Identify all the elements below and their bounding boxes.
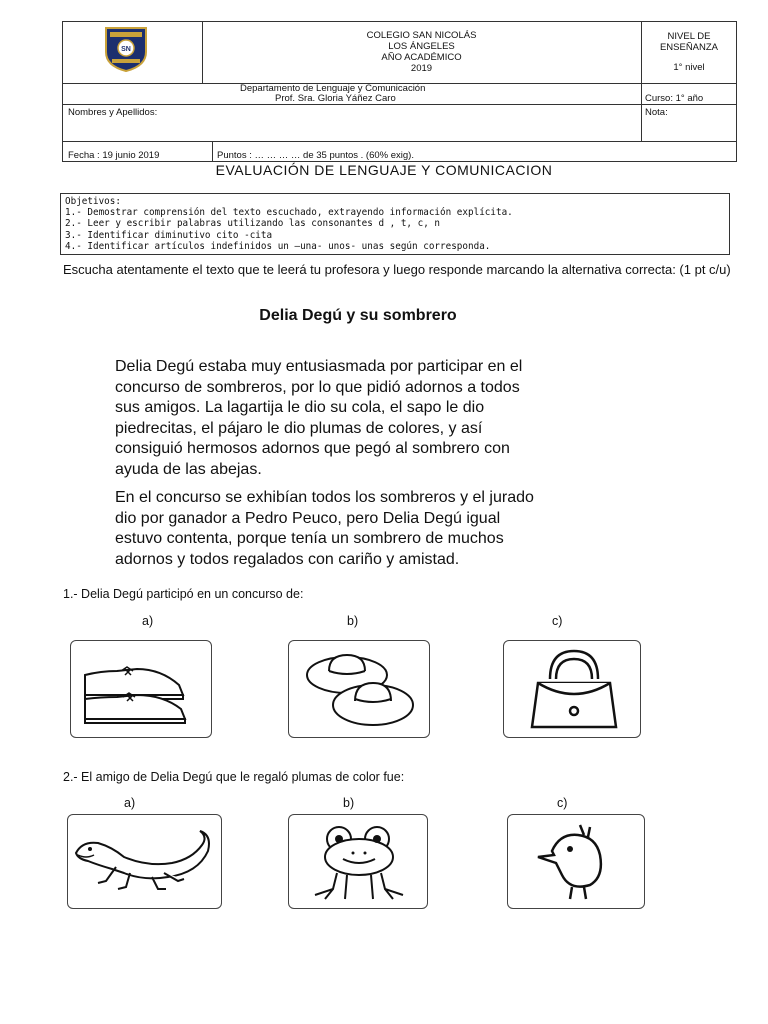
objective-item: 2.- Leer y escribir palabras utilizando las consonantes d , t, c, n <box>65 218 441 230</box>
q2-option-a[interactable] <box>67 814 222 909</box>
story-paragraph <box>115 488 615 570</box>
objective-item: 4.- Identificar artículos indefinidos un –una- unos- unas según corresponda. <box>65 240 491 252</box>
level-info <box>641 31 737 73</box>
story-line: Delia Degú estaba muy entusiasmada por participar en el <box>115 358 523 375</box>
objective-item: 3.- Identificar diminutivo cito -cita <box>65 229 273 241</box>
school-line: LOS ÁNGELES <box>388 41 455 52</box>
level-label: ENSEÑANZA <box>659 42 719 53</box>
q2-option-c-label: c) <box>557 796 568 810</box>
objective-item: 1.- Demostrar comprensión del texto escuchado, extrayendo información explícita. <box>65 207 513 219</box>
story-line: ayuda de las abejas. <box>115 460 262 478</box>
story-title: Delia Degú y su sombrero <box>259 307 457 324</box>
q1-option-a[interactable] <box>70 640 212 738</box>
story-line: adornos y todos regalados con cariño y amistad. <box>115 550 460 568</box>
shoes-icon <box>71 641 213 739</box>
grade-field-label: Nota: <box>645 107 668 118</box>
header-divider <box>212 141 213 162</box>
q1-option-a-label: a) <box>142 614 154 628</box>
story-line: consiguió hermosos adornos que pegó al sombrero con <box>115 440 510 457</box>
level-value: 1° nivel <box>673 62 705 73</box>
lizard-icon <box>68 815 223 910</box>
header-divider <box>62 104 737 105</box>
header-divider <box>62 141 737 142</box>
story-line: En el concurso se exhibían todos los sombreros y el jurado <box>115 489 534 506</box>
story-line: sus amigos. La lagartija le dio su cola, el sapo le dio <box>115 399 485 416</box>
q1-option-b[interactable] <box>288 640 430 738</box>
objectives-box <box>60 193 730 255</box>
names-field-label: Nombres y Apellidos: <box>68 107 158 118</box>
handbag-icon <box>504 641 642 739</box>
story-line: piedrecitas, el pájaro le dio plumas de colores, y así <box>115 419 483 437</box>
q2-option-b[interactable] <box>288 814 428 909</box>
q2-option-b-label: b) <box>343 796 355 810</box>
school-line: 2019 <box>410 63 433 74</box>
q2-option-c[interactable] <box>507 814 645 909</box>
frog-icon <box>289 815 429 910</box>
school-line: COLEGIO SAN NICOLÁS <box>366 30 477 41</box>
teacher-label: Prof. Sra. Gloria Yáñez Caro <box>275 93 396 104</box>
q2-option-a-label: a) <box>124 796 136 810</box>
story-line: concurso de sombreros, por lo que pidió adornos a todos <box>115 378 520 396</box>
school-line: AÑO ACADÉMICO <box>381 52 462 63</box>
course-label: Curso: 1° año <box>645 93 704 104</box>
date-label: Fecha : 19 junio 2019 <box>68 150 160 161</box>
department-label: Departamento de Lenguaje y Comunicación <box>240 83 426 94</box>
objectives-heading: Objetivos: <box>65 196 121 207</box>
story-paragraph <box>115 357 615 480</box>
q1-option-b-label: b) <box>347 614 359 628</box>
q1-option-c[interactable] <box>503 640 641 738</box>
question-2-text: 2.- El amigo de Delia Degú que le regaló plumas de color fue: <box>63 770 405 784</box>
question-1-text: 1.- Delia Degú participó en un concurso de: <box>63 587 304 601</box>
hats-icon <box>289 641 431 739</box>
story-line: estuvo contenta, porque tenía un sombrero de muchos <box>115 530 504 547</box>
story-line: dio por ganador a Pedro Peuco, pero Delia Degú igual <box>115 509 501 527</box>
school-info <box>202 30 641 74</box>
instructions-text: Escucha atentamente el texto que te leerá tu profesora y luego responde marcando la alternativa correcta: (1 pt c/u) <box>63 262 731 277</box>
level-label: NIVEL DE <box>667 31 711 42</box>
q1-option-c-label: c) <box>552 614 563 628</box>
page-title: EVALUACIÓN DE LENGUAJE Y COMUNICACION <box>215 162 553 178</box>
svg-text:SN: SN <box>121 46 131 53</box>
bird-icon <box>508 815 646 910</box>
points-label: Puntos : … … … … de 35 puntos . (60% exig). <box>217 150 414 161</box>
school-crest-icon <box>104 26 148 72</box>
